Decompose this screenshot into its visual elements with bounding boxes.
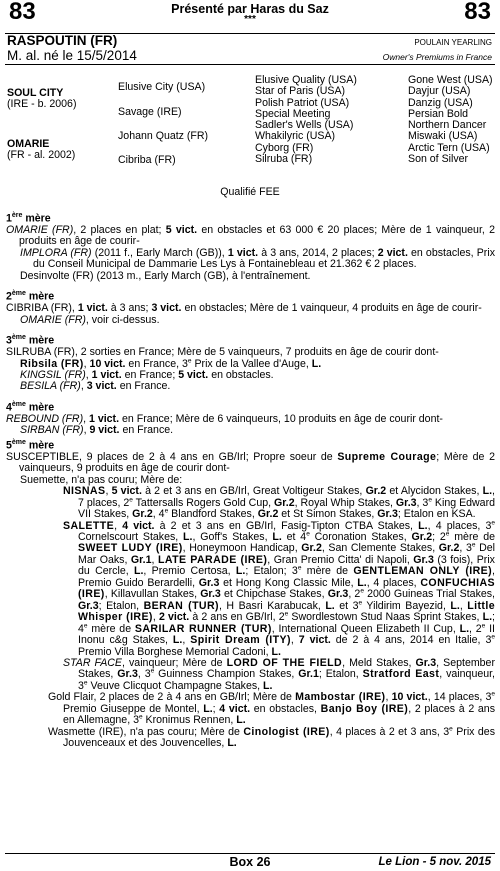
- section-heading-3: 3ème mère: [6, 334, 55, 347]
- gen4-item: Miswaki (USA): [408, 130, 478, 143]
- box-number: Box 26: [229, 855, 271, 869]
- gen4-item: Gone West (USA): [408, 74, 493, 86]
- produce-entry: Desinvolte (FR) (2013 m., Early March (GB), à l'entraînement.: [20, 269, 311, 282]
- dam-1-entry: OMARIE (FR), 2 places en plat; 5 vict. en obstacles et 63 000 € 20 places; Mère de 1 vainqueur, 2 produits en âge de courir-: [6, 223, 495, 248]
- gen4-item: Persian Bold: [408, 107, 469, 120]
- gen3-column: [255, 75, 357, 165]
- produce-entry: IMPLORA (FR) (2011 f., Early March (GB)), 1 vict. à 3 ans, 2014, 2 places; 2 vict. en obstacles, Prix du Conseil Municipal de Dammarie Les Lys à Fontainebleau et 21.362 € 2 places.: [20, 246, 495, 271]
- dam-name: OMARIE: [7, 138, 50, 150]
- gen3-item: Polish Patriot (USA): [255, 96, 350, 109]
- pedigree-dam: [7, 139, 75, 162]
- sire-info: (IRE - b. 2006): [7, 98, 77, 111]
- gen4-column: [408, 75, 493, 165]
- horse-name: RASPOUTIN (FR): [7, 33, 118, 48]
- lot-number-left: 83: [9, 0, 36, 25]
- sire-name: SOUL CITY: [7, 87, 64, 99]
- produce-entry: SIRBAN (FR), 9 vict. en France.: [20, 424, 174, 437]
- gen2-item: Savage (IRE): [118, 106, 182, 118]
- qualification: Qualifié FEE: [220, 186, 280, 198]
- lot-number-right: 83: [464, 0, 491, 25]
- dam-3-entry: SILRUBA (FR), 2 sorties en France; Mère de 5 vainqueurs, 7 produits en âge de courir dont-: [6, 346, 439, 359]
- gen3-item: Star of Paris (USA): [255, 85, 346, 98]
- consignor-title: Présenté par Haras du Saz: [171, 2, 329, 16]
- pedigree-sire: [7, 88, 76, 111]
- section-heading-4: 4ème mère: [6, 400, 55, 414]
- gen2-item: Johann Quatz (FR): [118, 130, 209, 142]
- produce-entry-wasmette: Wasmette (IRE), n'a pas couru; Mère de Cinologist (IRE), 4 places à 2 et 3 ans, 3e Prix des Jouvenceaux et des Jouvencelles, L.: [48, 725, 495, 750]
- produce-entry-star-face: STAR FACE, vainqueur; Mère de LORD OF THE FIELD, Meld Stakes, Gr.3, September Stakes, Gr.3, 3e Guinness Champion Stakes, Gr.1; Etalon, Stratford East, vainqueur, 3e Veuve Clicquot Champagne Stakes, L.: [63, 656, 496, 692]
- gen3-item: Cyborg (FR): [255, 141, 314, 154]
- dam-info: (FR - al. 2002): [7, 149, 76, 162]
- horse-category: POULAIN YEARLING: [414, 38, 492, 47]
- produce-entry: Ribsila (FR), 10 vict. en France, 3e Prix de la Vallee d'Auge, L.: [20, 357, 322, 370]
- header-rule-bottom: [5, 64, 495, 65]
- produce-entry: BESILA (FR), 3 vict. en France.: [20, 380, 171, 393]
- dam-4-entry: REBOUND (FR), 1 vict. en France; Mère de 6 vainqueurs, 10 produits en âge de courir dont-: [6, 412, 443, 425]
- horse-birth: M. al. né le 15/5/2014: [7, 48, 137, 63]
- gen3-item: Special Meeting: [255, 107, 331, 120]
- dam-5-entry: SUSCEPTIBLE, 9 places de 2 à 4 ans en GB/Irl; Propre soeur de Supreme Courage; Mère de 2 vainqueurs, 9 produits en âge de courir dont-: [6, 450, 495, 475]
- gen4-item: Dayjur (USA): [408, 85, 471, 98]
- gen2-item: Elusive City (USA): [118, 81, 206, 93]
- sale-date: Le Lion - 5 nov. 2015: [378, 856, 491, 868]
- gen4-item: Son of Silver: [408, 153, 469, 166]
- gen4-item: Danzig (USA): [408, 96, 473, 109]
- produce-entry-gold-flair: Gold Flair, 2 places de 2 à 4 ans en GB/Irl; Mère de Mambostar (IRE), 10 vict., 14 places, 3e Premio Giuseppe de Montel, L.; 4 vict. en obstacles, Banjo Boy (IRE), 2 places à 2 ans en Allemagne, 3e Kronimus Rennen, L.: [48, 690, 496, 727]
- page-header: [5, 0, 495, 36]
- gen3-item: Sadler's Wells (USA): [255, 119, 354, 132]
- section-heading-5: 5ème mère: [6, 438, 55, 452]
- gen3-item: Silruba (FR): [255, 153, 313, 166]
- consignor-stars: ***: [244, 14, 256, 25]
- gen2-item: Cibriba (FR): [118, 154, 176, 166]
- section-heading-2: 2ème mère: [6, 290, 55, 303]
- footer-rule: [5, 853, 495, 854]
- produce-entry: Suemette, n'a pas couru; Mère de:: [20, 473, 183, 486]
- produce-entry: OMARIE (FR), voir ci-dessus.: [20, 313, 160, 326]
- produce-entry-salette: SALETTE, 4 vict. à 2 et 3 ans en GB/Irl, Fasig-Tipton CTBA Stakes, L., 4 places, 3e Cornelscourt Stakes, L., Goff's Stakes, L. et 4e Coronation Stakes, Gr.2; 2e mère de SWEET LUDY (IRE), Honeymoon Handicap, Gr.2, San Clemente Stakes, Gr.2, 3e Del Mar Oaks, Gr.1, LATE PARADE (IRE), Gran Premio Citta' di Napoli, Gr.3 (3 fois), Prix du Cercle, L., Premio Certosa, L.; Etalon; 3e mère de GENTLEMAN ONLY (IRE), Premio Guido Berardelli, Gr.3 et Hong Kong Classic Mile, L., 4 places, CONFUCHIAS (IRE), Killavullan Stakes, Gr.3 et Chipchase Stakes, Gr.3, 2e 2000 Guineas Trial Stakes, Gr.3; Etalon, BERAN (TUR), H Basri Karabucak, L. et 3e Yildirim Bayezid, L., Little Whisper (IRE), 2 vict. à 2 ans en GB/Irl, 2e Swordlestown Stud Naas Sprint Stakes, L.; 4e mère de SARILAR RUNNER (TUR), International Queen Elizabeth II Cup, L., 2e II Inonu c&g Stakes, L., Spirit Dream (ITY), 7 vict. de 2 à 4 ans, 2014 en Italie, 3e Premio Villa Borghese Memorial Cadoni, L.: [63, 519, 496, 658]
- gen4-item: Northern Dancer: [408, 119, 487, 132]
- produce-entry-nisnas: NISNAS, 5 vict. à 2 et 3 ans en GB/Irl, Great Voltigeur Stakes, Gr.2 et Alycidon Stakes, L., 7 places, 2e Tattersalls Rogers Gold Cup, Gr.2, Royal Whip Stakes, Gr.3, 3e King Edward VII Stakes, Gr.2, 4e Blandford Stakes, Gr.2 et St Simon Stakes, Gr.3; Etalon en KSA.: [63, 485, 495, 521]
- gen4-item: Arctic Tern (USA): [408, 141, 490, 154]
- page-footer: [5, 855, 495, 871]
- gen3-item: Whakilyric (USA): [255, 130, 336, 143]
- owner-premiums-tag: Owner's Premiums in France: [382, 52, 492, 62]
- family-notes: [6, 210, 495, 750]
- dam-2-entry: CIBRIBA (FR), 1 vict. à 3 ans; 3 vict. en obstacles; Mère de 1 vainqueur, 4 produits en âge de courir-: [6, 302, 482, 315]
- produce-entry: KINGSIL (FR), 1 vict. en France; 5 vict. en obstacles.: [20, 369, 274, 382]
- gen3-item: Elusive Quality (USA): [255, 74, 357, 86]
- section-heading-1: 1ère mère: [6, 212, 51, 225]
